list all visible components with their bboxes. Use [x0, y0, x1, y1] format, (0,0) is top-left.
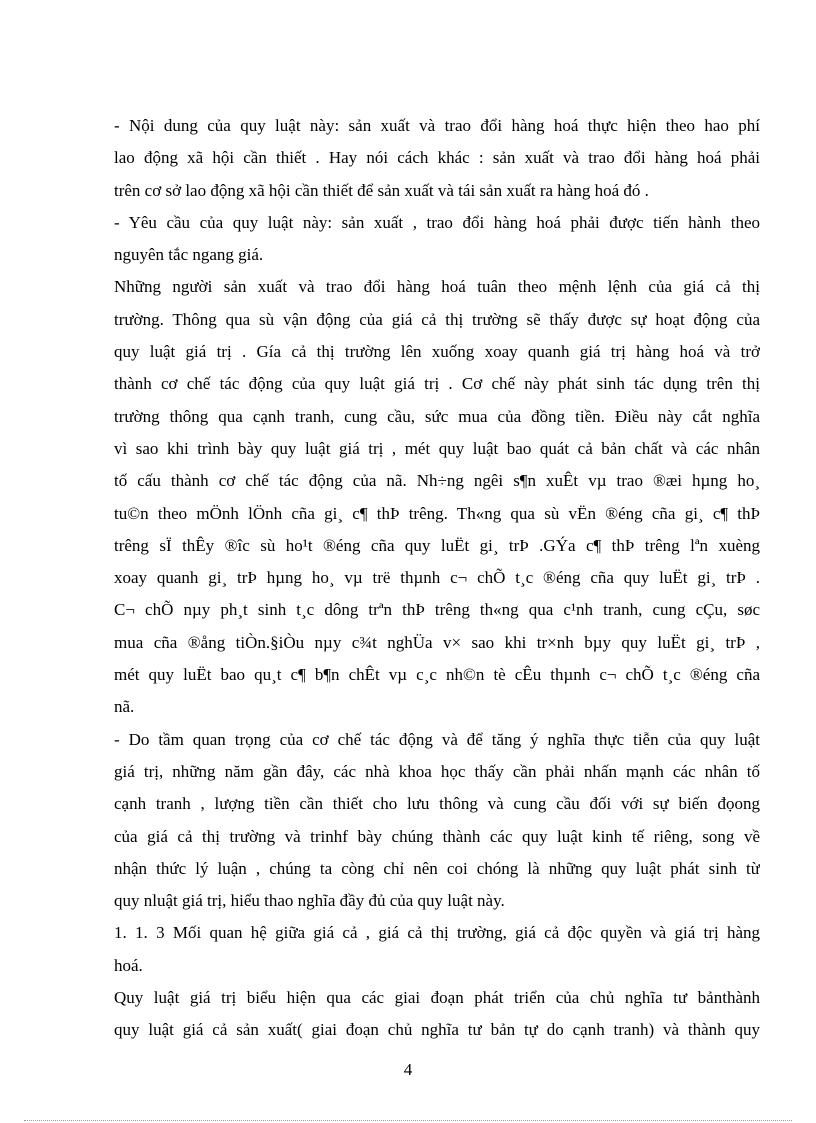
- page-bottom-divider: [24, 1120, 792, 1121]
- text-line: nhận thức lý luận , chúng ta còng chỉ nên coi chóng là những quy luật phát sinh từ: [114, 858, 760, 878]
- text-line: - Yêu cầu của quy luật này: sản xuất , trao đổi hàng hoá phải được tiến hành theo: [114, 212, 760, 232]
- text-line: của giá cả thị trường và trinhf bày chúng thành các quy luật kinh tế riêng, song về: [114, 826, 760, 846]
- section-heading: 1. 1. 3 Mối quan hệ giữa giá cả , giá cả thị trường, giá cả độc quyền và giá trị hàng: [114, 923, 760, 943]
- text-line: tu©n theo mÖnh lÖnh cña gi¸ c¶ thÞ trêng. Th«ng qua sù vËn ®éng cña gi¸ c¶ thÞ: [114, 503, 760, 523]
- text-line: xoay quanh gi¸ trÞ hµng ho¸ vµ trë thµnh c¬ chÕ t¸c ®éng cña quy luËt gi¸ trÞ .: [114, 568, 760, 588]
- text-line: - Nội dung của quy luật này: sản xuất và trao đổi hàng hoá thực hiện theo hao phí: [114, 116, 760, 135]
- text-line: trên cơ sở lao động xã hội cần thiết để sản xuất và tái sản xuất ra hàng hoá đó .: [114, 180, 649, 200]
- text-line: quy luật giá trị . Gía cả thị trường lên xuống xoay quanh giá trị hàng hoá và trở: [114, 342, 760, 362]
- text-line: nguyên tắc ngang giá.: [114, 245, 264, 265]
- text-line: Quy luật giá trị biểu hiện qua các giai đoạn phát triển của chủ nghĩa tư bảnthành: [114, 988, 760, 1008]
- text-line: quy nluật giá trị, hiểu thao nghĩa đầy đủ của quy luật này.: [114, 891, 505, 911]
- text-line: mua cña ®ång tiÒn.§iÒu nµy c¾t nghÜa v× sao khi tr×nh bµy quy luËt gi¸ trÞ ,: [114, 632, 760, 652]
- text-line: quy luật giá cả sản xuất( giai đoạn chủ nghĩa tư bản tự do cạnh tranh) và thành quy: [114, 1020, 760, 1040]
- text-line: C¬ chÕ nµy ph¸t sinh t¸c dông trªn thÞ trêng th«ng qua c¹nh tranh, cung cÇu, søc: [114, 600, 760, 620]
- text-line: thành cơ chế tác động của quy luật giá trị . Cơ chế này phát sinh tác dụng trên thị: [114, 374, 760, 394]
- page-number: 4: [403, 1060, 413, 1079]
- text-line: vì sao khi trình bày quy luật giá trị , mét quy luật bao quát cả bản chất và các nhân: [114, 438, 760, 458]
- text-line: tố cấu thành cơ chế tác động của nã. Nh÷ng ngêi s¶n xuÊt vµ trao ®æi hµng ho¸: [114, 471, 760, 491]
- section-heading: hoá.: [114, 955, 143, 975]
- text-line: nã.: [114, 697, 135, 717]
- text-line: trường. Thông qua sù vận động của giá cả thị trường sẽ thấy được sự hoạt động của: [114, 309, 760, 329]
- text-line: lao động xã hội cần thiết . Hay nói cách khác : sản xuất và trao đổi hàng hoá phải: [114, 148, 760, 168]
- body-text: [114, 110, 760, 1047]
- text-line: trường thông qua cạnh tranh, cung cầu, sức mua của đồng tiền. Điều này cắt nghĩa: [114, 406, 760, 426]
- text-line: trêng sÏ thÊy ®îc sù ho¹t ®éng cña quy luËt gi¸ trÞ .GÝa c¶ thÞ trêng lªn xuèng: [114, 535, 760, 555]
- text-line: Những người sản xuất và trao đổi hàng hoá tuân theo mệnh lệnh của giá cả thị: [114, 277, 760, 297]
- text-line: - Do tầm quan trọng của cơ chế tác động và để tăng ý nghĩa thực tiễn của quy luật: [114, 729, 760, 749]
- text-line: mét quy luËt bao qu¸t c¶ b¶n chÊt vµ c¸c nh©n tè cÊu thµnh c¬ chÕ t¸c ®éng cña: [114, 665, 760, 685]
- text-line: cạnh tranh , lượng tiền cần thiết cho lưu thông và cung cầu đối với sự biến đọong: [114, 794, 760, 814]
- text-line: giá trị, những năm gần đây, các nhà khoa học thấy cần phải nhấn mạnh các nhân tố: [114, 761, 760, 781]
